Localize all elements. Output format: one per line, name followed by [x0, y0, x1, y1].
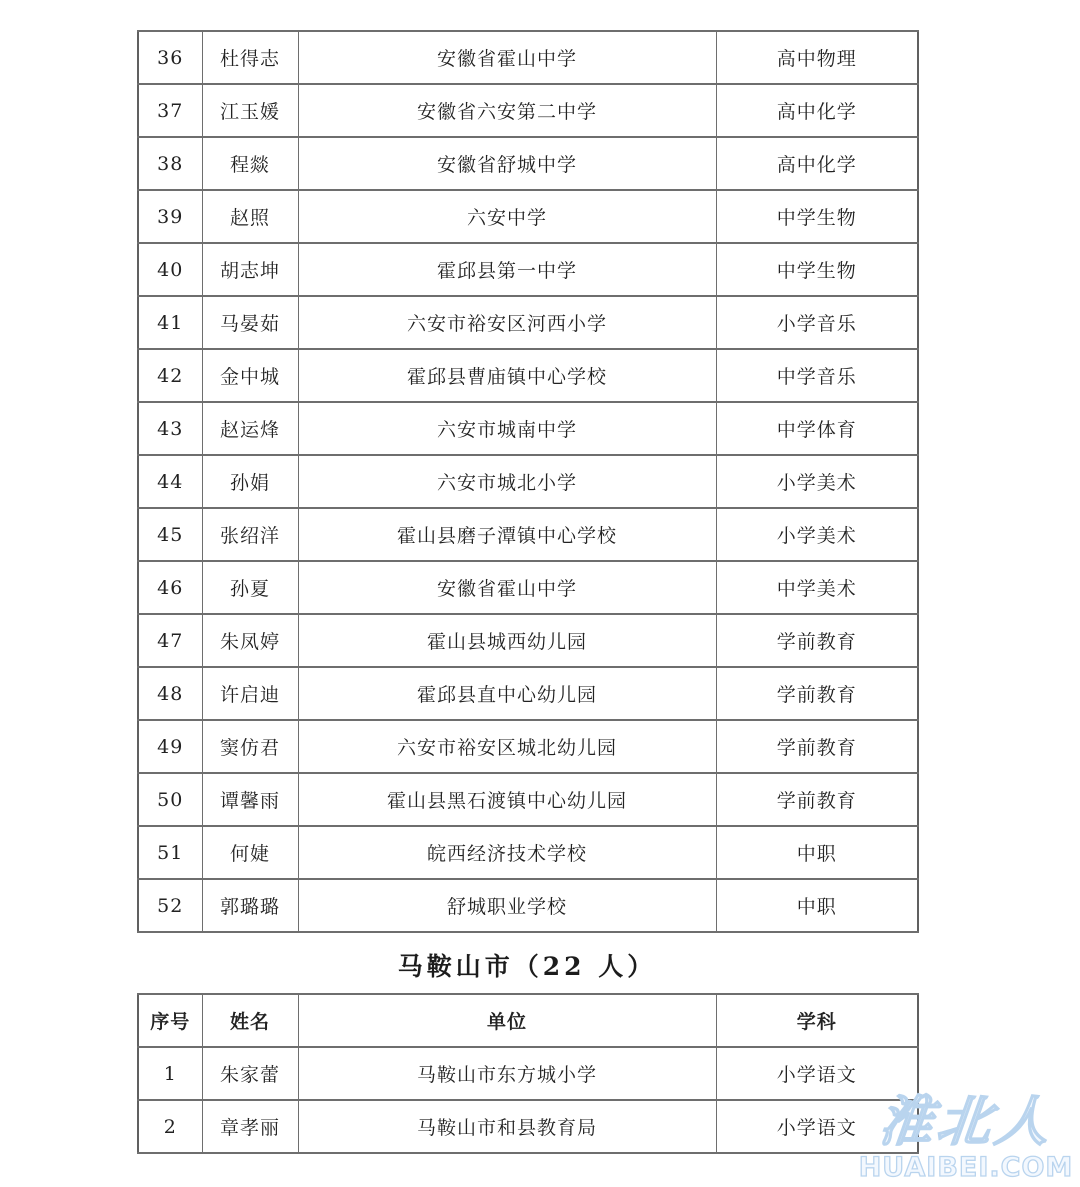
table-row [138, 455, 918, 508]
cell-no: 2 [138, 1100, 202, 1153]
maanshan-roster-table [137, 993, 919, 1154]
cell-unit: 安徽省舒城中学 [298, 137, 716, 190]
table-row [138, 84, 918, 137]
cell-no: 49 [138, 720, 202, 773]
cell-no: 42 [138, 349, 202, 402]
cell-no: 38 [138, 137, 202, 190]
cell-name: 朱凤婷 [202, 614, 298, 667]
header-name: 姓名 [202, 994, 298, 1047]
cell-subject: 小学语文 [716, 1047, 918, 1100]
table-row [138, 667, 918, 720]
table-row [138, 190, 918, 243]
cell-name: 程燚 [202, 137, 298, 190]
table-row [138, 1047, 918, 1100]
cell-unit: 安徽省六安第二中学 [298, 84, 716, 137]
cell-subject: 小学美术 [716, 455, 918, 508]
cell-subject: 中职 [716, 826, 918, 879]
table-row [138, 720, 918, 773]
watermark-cn-text: 淮北人 [875, 1090, 1057, 1153]
cell-no: 45 [138, 508, 202, 561]
cell-subject: 中学生物 [716, 190, 918, 243]
cell-name: 杜得志 [202, 31, 298, 84]
cell-no: 47 [138, 614, 202, 667]
cell-subject: 小学语文 [716, 1100, 918, 1153]
table-row [138, 508, 918, 561]
table-row [138, 31, 918, 84]
cell-subject: 小学音乐 [716, 296, 918, 349]
cell-subject: 学前教育 [716, 667, 918, 720]
cell-name: 江玉媛 [202, 84, 298, 137]
cell-subject: 中学美术 [716, 561, 918, 614]
cell-no: 1 [138, 1047, 202, 1100]
cell-unit: 霍山县城西幼儿园 [298, 614, 716, 667]
cell-unit: 霍邱县直中心幼儿园 [298, 667, 716, 720]
cell-unit: 皖西经济技术学校 [298, 826, 716, 879]
cell-no: 36 [138, 31, 202, 84]
table-row [138, 614, 918, 667]
luan-roster-table [137, 30, 919, 933]
table-row [138, 879, 918, 932]
cell-unit: 霍山县黑石渡镇中心幼儿园 [298, 773, 716, 826]
table-row [138, 137, 918, 190]
cell-name: 朱家蕾 [202, 1047, 298, 1100]
cell-name: 许启迪 [202, 667, 298, 720]
cell-subject: 中职 [716, 879, 918, 932]
cell-unit: 六安市裕安区河西小学 [298, 296, 716, 349]
cell-unit: 安徽省霍山中学 [298, 561, 716, 614]
cell-name: 何婕 [202, 826, 298, 879]
cell-unit: 安徽省霍山中学 [298, 31, 716, 84]
table-row [138, 1100, 918, 1153]
cell-no: 48 [138, 667, 202, 720]
table-row [138, 243, 918, 296]
cell-no: 46 [138, 561, 202, 614]
cell-subject: 学前教育 [716, 720, 918, 773]
table-row [138, 826, 918, 879]
cell-name: 孙娟 [202, 455, 298, 508]
cell-no: 44 [138, 455, 202, 508]
cell-unit: 霍邱县曹庙镇中心学校 [298, 349, 716, 402]
cell-name: 马晏茹 [202, 296, 298, 349]
cell-name: 赵照 [202, 190, 298, 243]
cell-unit: 六安市城北小学 [298, 455, 716, 508]
cell-name: 谭馨雨 [202, 773, 298, 826]
cell-no: 40 [138, 243, 202, 296]
cell-unit: 六安市裕安区城北幼儿园 [298, 720, 716, 773]
cell-subject: 中学生物 [716, 243, 918, 296]
cell-name: 章孝丽 [202, 1100, 298, 1153]
header-subject: 学科 [716, 994, 918, 1047]
cell-no: 41 [138, 296, 202, 349]
cell-unit: 六安市城南中学 [298, 402, 716, 455]
cell-no: 39 [138, 190, 202, 243]
table-row [138, 773, 918, 826]
cell-name: 窦仿君 [202, 720, 298, 773]
table-header-row [138, 994, 918, 1047]
cell-subject: 高中化学 [716, 137, 918, 190]
cell-no: 52 [138, 879, 202, 932]
cell-subject: 学前教育 [716, 614, 918, 667]
cell-unit: 马鞍山市和县教育局 [298, 1100, 716, 1153]
cell-name: 孙夏 [202, 561, 298, 614]
table-row [138, 561, 918, 614]
cell-unit: 马鞍山市东方城小学 [298, 1047, 716, 1100]
header-unit: 单位 [298, 994, 716, 1047]
header-no: 序号 [138, 994, 202, 1047]
cell-unit: 霍邱县第一中学 [298, 243, 716, 296]
cell-subject: 小学美术 [716, 508, 918, 561]
cell-name: 胡志坤 [202, 243, 298, 296]
cell-name: 金中城 [202, 349, 298, 402]
cell-no: 37 [138, 84, 202, 137]
cell-no: 50 [138, 773, 202, 826]
cell-no: 43 [138, 402, 202, 455]
table-row [138, 296, 918, 349]
cell-unit: 六安中学 [298, 190, 716, 243]
cell-unit: 霍山县磨子潭镇中心学校 [298, 508, 716, 561]
cell-subject: 中学体育 [716, 402, 918, 455]
table-row [138, 349, 918, 402]
cell-name: 赵运烽 [202, 402, 298, 455]
cell-name: 张绍洋 [202, 508, 298, 561]
table-row [138, 402, 918, 455]
cell-subject: 高中化学 [716, 84, 918, 137]
cell-subject: 学前教育 [716, 773, 918, 826]
cell-no: 51 [138, 826, 202, 879]
section-title-maanshan: 马鞍山市（22 人） [397, 952, 657, 981]
watermark-en-text: HUAIBEI.COM [858, 1151, 1074, 1183]
cell-subject: 高中物理 [716, 31, 918, 84]
cell-unit: 舒城职业学校 [298, 879, 716, 932]
cell-subject: 中学音乐 [716, 349, 918, 402]
cell-name: 郭璐璐 [202, 879, 298, 932]
